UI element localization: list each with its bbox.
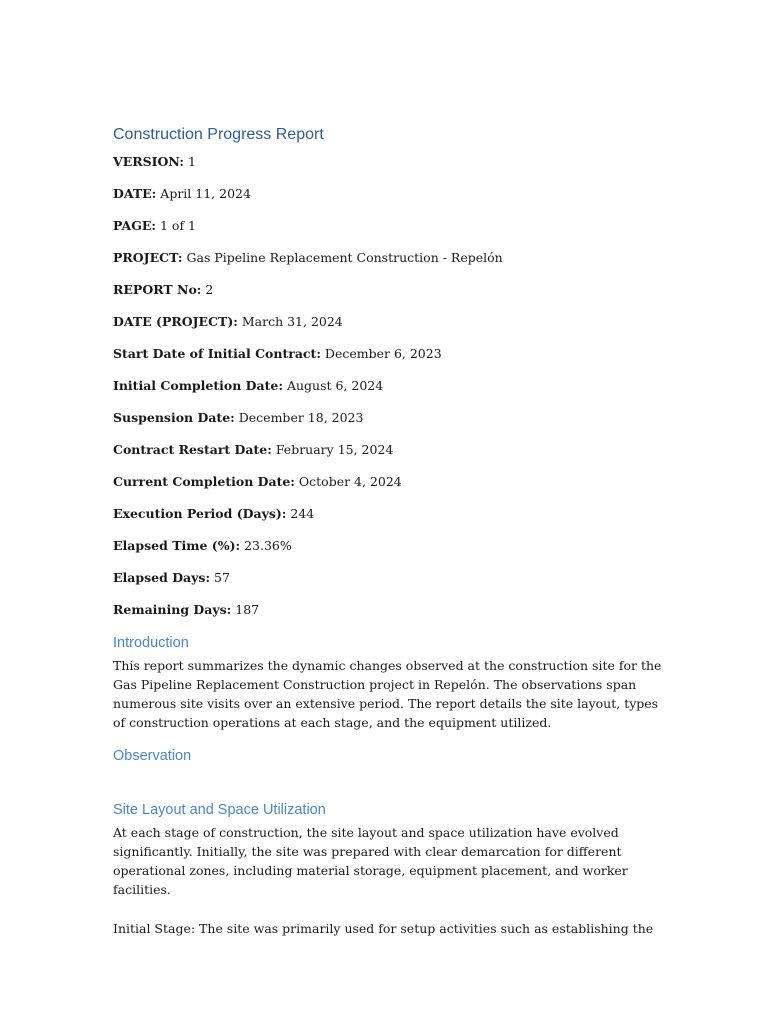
field-value: March 31, 2024 (241, 314, 343, 329)
field-label: Current Completion Date: (113, 474, 295, 489)
field-initial-completion (113, 377, 673, 395)
field-restart-date (113, 441, 673, 459)
field-current-completion (113, 473, 673, 491)
field-label: Start Date of Initial Contract: (113, 346, 321, 361)
field-date-project (113, 313, 673, 331)
field-page (113, 217, 673, 235)
field-start-date (113, 345, 673, 363)
field-value: 57 (214, 570, 230, 585)
field-label: Contract Restart Date: (113, 442, 272, 457)
field-value: 187 (235, 602, 260, 617)
field-suspension-date (113, 409, 673, 427)
field-elapsed-time (113, 537, 673, 555)
field-label: Elapsed Days: (113, 570, 211, 585)
site-layout-heading: Site Layout and Space Utilization (113, 802, 326, 818)
introduction-heading: Introduction (113, 635, 189, 651)
field-value: Gas Pipeline Replacement Construction - Repelón (186, 250, 503, 265)
field-value: December 18, 2023 (238, 410, 364, 425)
introduction-paragraph: This report summarizes the dynamic changes observed at the construction site for the Gas Pipeline Replacement Construction project in Repelón. The observations span numerous site visits over an extensive period. The report details the site layout, types of construction operations at each stage, and the equipment utilized. (113, 658, 662, 730)
field-version (113, 153, 673, 171)
report-fields (113, 153, 673, 619)
field-label: DATE (PROJECT): (113, 314, 238, 329)
field-label: REPORT No: (113, 282, 202, 297)
initial-stage-paragraph: Initial Stage: The site was primarily used for setup activities such as establishing the (113, 921, 654, 936)
report-title: Construction Progress Report (113, 126, 324, 143)
field-value: 23.36% (244, 538, 292, 553)
field-label: Elapsed Time (%): (113, 538, 241, 553)
field-value: 2 (205, 282, 214, 297)
field-value: 244 (290, 506, 315, 521)
field-project (113, 249, 673, 267)
field-execution-period (113, 505, 673, 523)
site-layout-paragraph: At each stage of construction, the site layout and space utilization have evolved significantly. Initially, the site was prepared with clear demarcation for different operational zones, including material storage, equipment placement, and worker facilities. (113, 825, 628, 897)
field-value: April 11, 2024 (160, 186, 251, 201)
field-label: VERSION: (113, 154, 184, 169)
field-label: Execution Period (Days): (113, 506, 287, 521)
field-value: February 15, 2024 (275, 442, 394, 457)
field-value: December 6, 2023 (324, 346, 442, 361)
field-label: Suspension Date: (113, 410, 235, 425)
field-value: 1 of 1 (160, 218, 197, 233)
field-label: Initial Completion Date: (113, 378, 283, 393)
document-page (113, 124, 673, 938)
field-remaining-days (113, 601, 673, 619)
field-date (113, 185, 673, 203)
field-label: PROJECT: (113, 250, 183, 265)
field-value: August 6, 2024 (286, 378, 384, 393)
field-value: October 4, 2024 (298, 474, 402, 489)
field-report-no (113, 281, 673, 299)
field-value: 1 (187, 154, 196, 169)
field-label: PAGE: (113, 218, 157, 233)
field-label: DATE: (113, 186, 157, 201)
field-label: Remaining Days: (113, 602, 232, 617)
field-elapsed-days (113, 569, 673, 587)
observation-heading: Observation (113, 748, 192, 764)
